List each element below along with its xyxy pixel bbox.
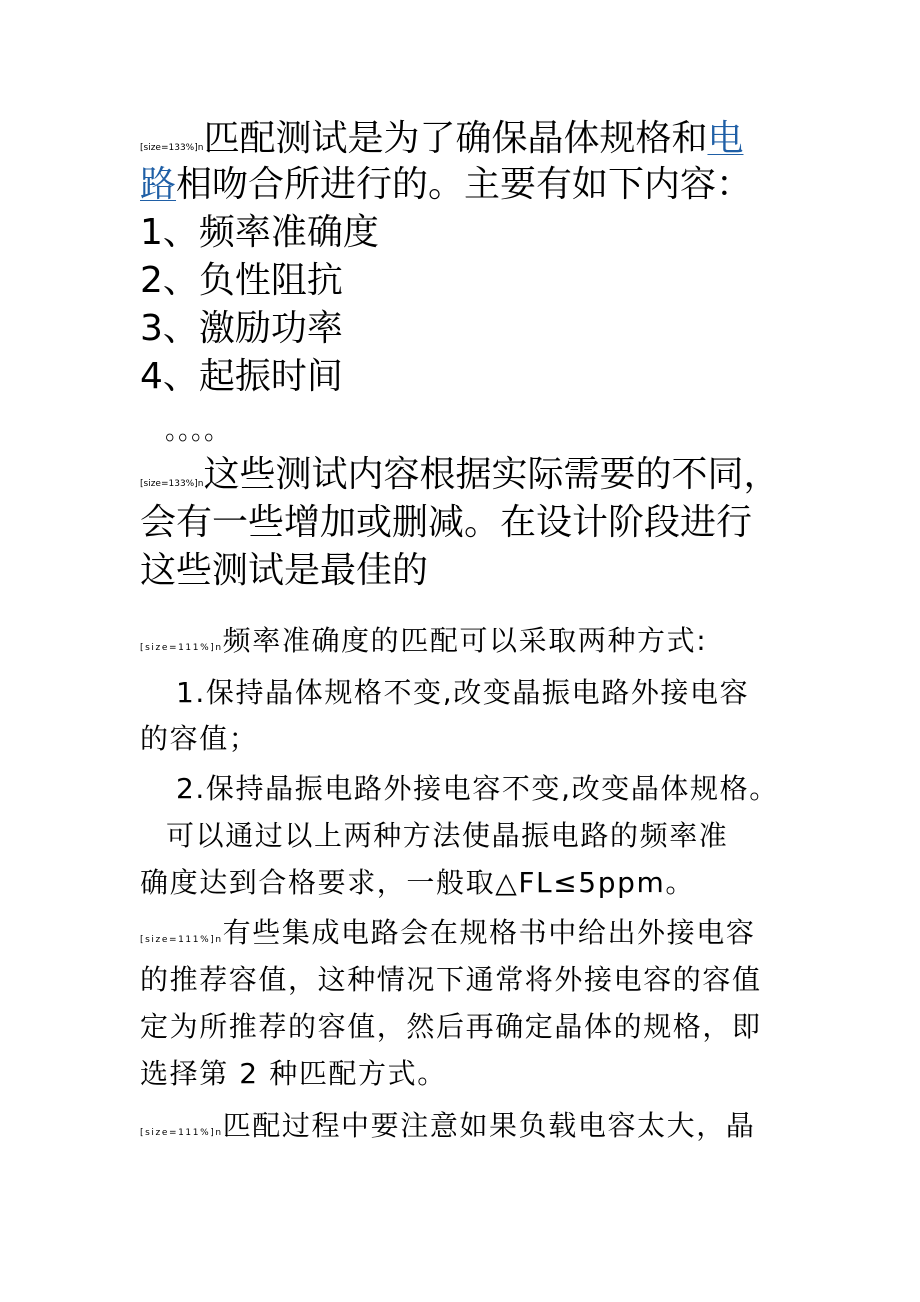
para4-line3: 定为所推荐的容值，然后再确定晶体的规格，即 bbox=[140, 1010, 762, 1043]
para1-text: 匹配测试是为了确保晶体规格和 bbox=[203, 118, 708, 159]
ellipsis-marks: 。。。。 bbox=[165, 416, 231, 446]
para3-text: 频率准确度的匹配可以采取两种方式: bbox=[222, 624, 708, 657]
para5-line1 bbox=[140, 1107, 755, 1152]
size-tag: [size=111%]n bbox=[140, 643, 223, 653]
circuit-link-part1[interactable]: 电 bbox=[707, 118, 744, 159]
list-item: 3、激励功率 bbox=[140, 308, 343, 349]
list-item: 1、频率准确度 bbox=[140, 212, 379, 253]
circuit-link-part2[interactable]: 路 bbox=[140, 164, 177, 205]
para3-line1 bbox=[140, 622, 707, 667]
para1-text-cont: 相吻合所进行的。主要有如下内容： bbox=[176, 164, 753, 205]
para4-line1 bbox=[140, 914, 755, 959]
para1-line2 bbox=[140, 162, 752, 208]
para2-line3: 这些测试是最佳的 bbox=[140, 550, 429, 591]
list-item: 2、负性阻抗 bbox=[140, 260, 343, 301]
method-item-2: 2.保持晶振电路外接电容不变,改变晶体规格。 bbox=[176, 772, 779, 805]
size-tag: [size=111%]n bbox=[140, 1128, 223, 1138]
para5-text: 匹配过程中要注意如果负载电容太大，晶 bbox=[222, 1109, 756, 1142]
para3-after-line2: 确度达到合格要求，一般取△FL≤5ppm。 bbox=[140, 866, 695, 899]
list-item: 4、起振时间 bbox=[140, 356, 343, 397]
para4-text: 有些集成电路会在规格书中给出外接电容 bbox=[222, 916, 756, 949]
size-tag: [size=133%]n bbox=[140, 479, 204, 489]
para2-text: 这些测试内容根据实际需要的不同， bbox=[203, 454, 780, 495]
para4-line2: 的推荐容值，这种情况下通常将外接电容的容值 bbox=[140, 963, 762, 996]
para2-line1 bbox=[140, 452, 779, 507]
para4-line4: 选择第 2 种匹配方式。 bbox=[140, 1057, 447, 1090]
method-item-1: 1.保持晶体规格不变,改变晶振电路外接电容 bbox=[176, 676, 750, 709]
method-item-1-cont: 的容值； bbox=[140, 722, 259, 755]
para2-line2: 会有一些增加或删减。在设计阶段进行 bbox=[140, 502, 753, 543]
para3-after-line1: 可以通过以上两种方法使晶振电路的频率准 bbox=[166, 819, 729, 852]
size-tag: [size=133%]n bbox=[140, 143, 204, 153]
size-tag: [size=111%]n bbox=[140, 935, 223, 945]
